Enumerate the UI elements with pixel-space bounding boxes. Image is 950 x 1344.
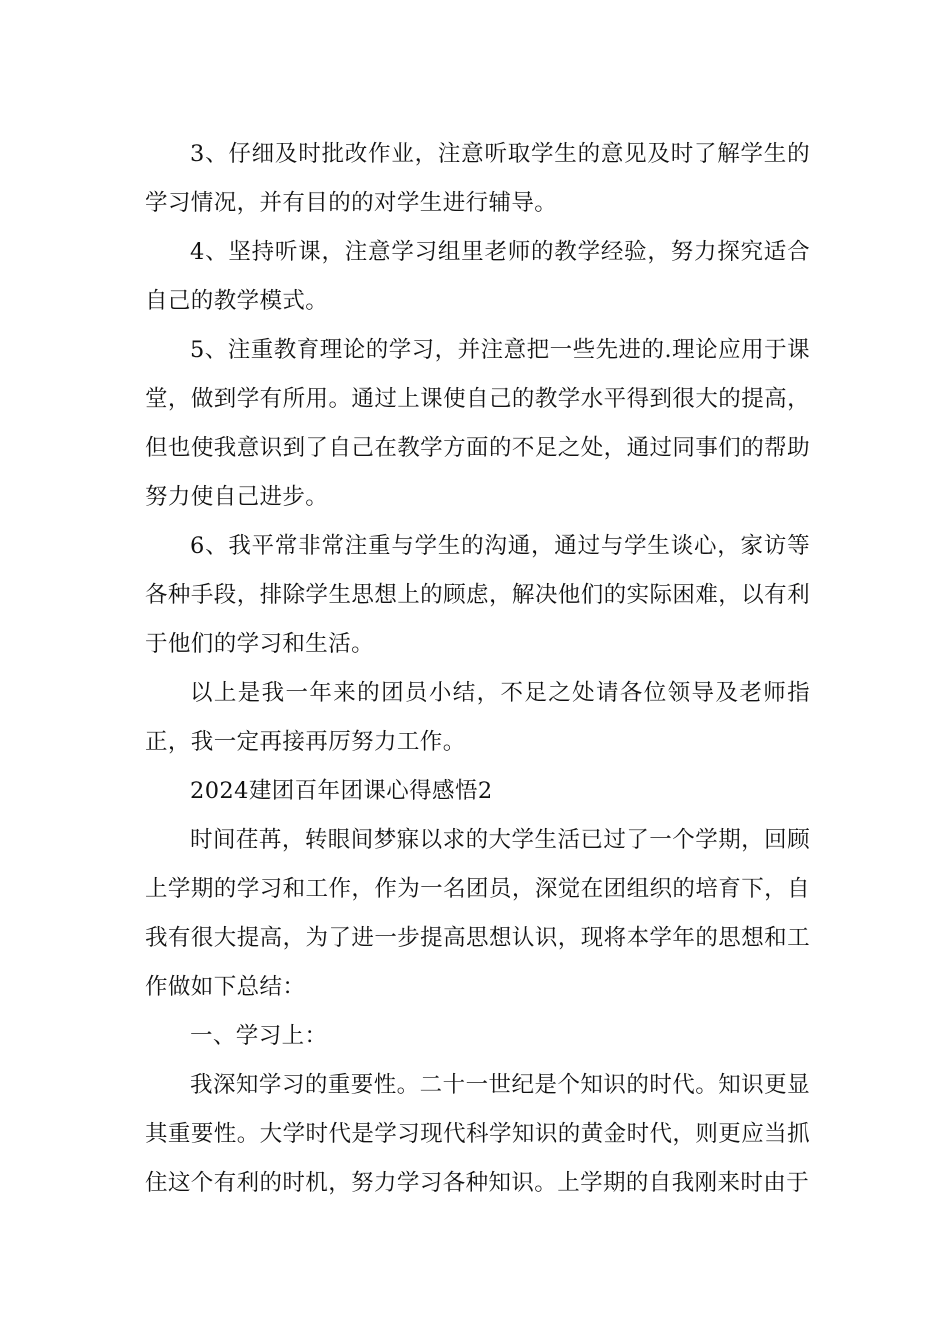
document-page	[145, 130, 810, 1208]
paragraph-item-3: 3、仔细及时批改作业，注意听取学生的意见及时了解学生的学习情况，并有目的的对学生进行辅导。	[145, 141, 810, 216]
subsection-heading: 一、学习上：	[190, 1023, 328, 1049]
paragraph-item-6: 6、我平常非常注重与学生的沟通，通过与学生谈心，家访等各种手段，排除学生思想上的顾虑，解决他们的实际困难，以有利于他们的学习和生活。	[145, 533, 810, 657]
paragraph-item-4: 4、坚持听课，注意学习组里老师的教学经验，努力探究适合自己的教学模式。	[145, 239, 810, 314]
paragraph-study: 我深知学习的重要性。二十一世纪是个知识的时代。知识更显其重要性。大学时代是学习现代科学知识的黄金时代，则更应当抓住这个有利的时机，努力学习各种知识。上学期的自我刚来时由于	[145, 1072, 810, 1196]
paragraph-summary: 以上是我一年来的团员小结，不足之处请各位领导及老师指正，我一定再接再厉努力工作。	[145, 680, 810, 755]
paragraph-item-5: 5、注重教育理论的学习，并注意把一些先进的.理论应用于课堂，做到学有所用。通过上课使自己的教学水平得到很大的提高，但也使我意识到了自己在教学方面的不足之处，通过同事们的帮助努力使自己进步。	[145, 337, 810, 510]
paragraph-intro: 时间荏苒，转眼间梦寐以求的大学生活已过了一个学期，回顾上学期的学习和工作，作为一名团员，深觉在团组织的培育下，自我有很大提高，为了进一步提高思想认识，现将本学年的思想和工作做如下总结：	[145, 827, 810, 1000]
section-title: 2024建团百年团课心得感悟2	[190, 778, 493, 804]
